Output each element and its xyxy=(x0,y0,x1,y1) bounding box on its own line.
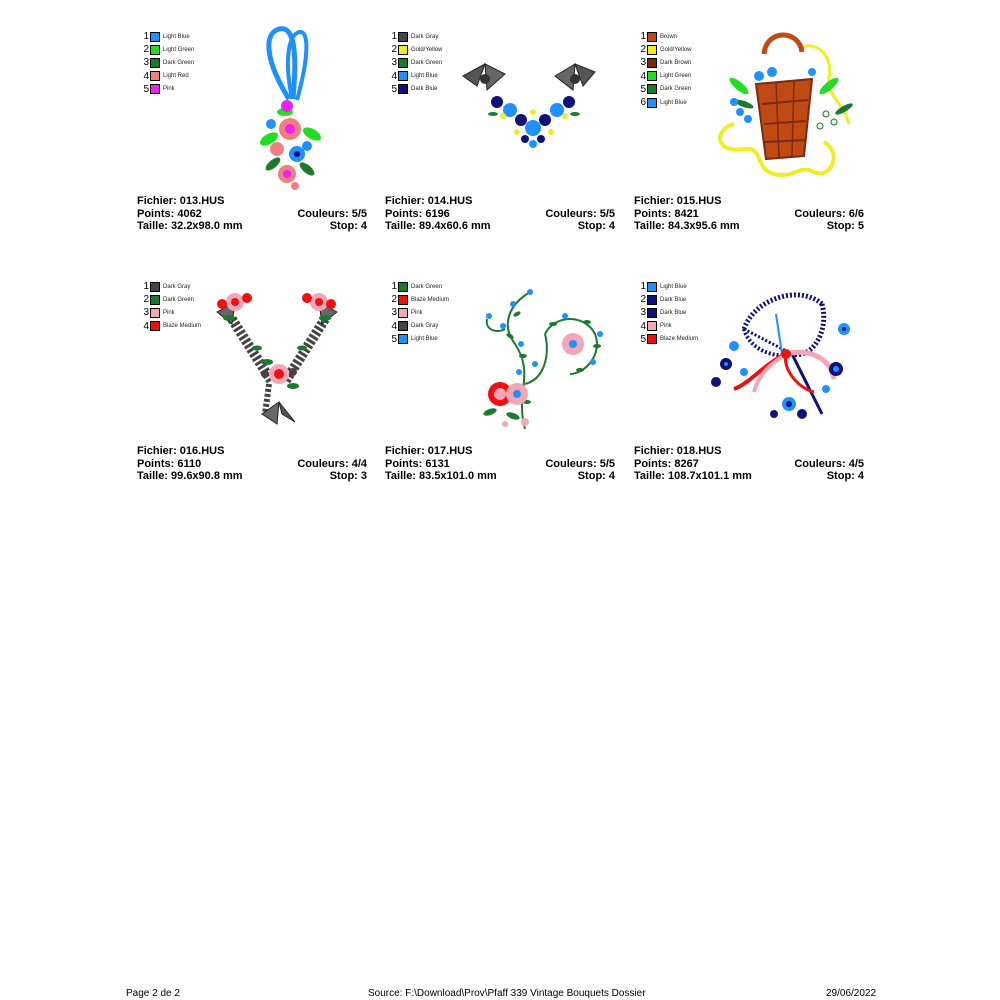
design-card-014 xyxy=(385,12,615,232)
swatch-name: Dark Gray xyxy=(163,283,191,290)
source-path: Source: F:\Download\Prov\Pfaff 339 Vintage Bouquets Dossier xyxy=(368,988,646,999)
design-size: Taille: 108.7x101.1 mm xyxy=(634,470,752,482)
swatch-name: Pink xyxy=(163,309,175,316)
design-info xyxy=(385,445,615,483)
color-swatch-list xyxy=(142,30,194,96)
design-info xyxy=(634,195,864,233)
swatch-number: 4 xyxy=(391,70,397,82)
color-swatch-list xyxy=(639,30,691,109)
stitch-points: Points: 6131 xyxy=(385,457,450,470)
swatch-name: Brown xyxy=(660,33,678,40)
swatch-number: 2 xyxy=(640,44,646,56)
swatch-name: Dark Green xyxy=(163,296,195,303)
embroidery-preview-014 xyxy=(455,24,615,192)
stitch-points: Points: 8267 xyxy=(634,457,699,470)
swatch-color xyxy=(647,58,657,68)
swatch-row xyxy=(639,320,698,333)
swatch-name: Blaze Medium xyxy=(660,336,699,343)
swatch-number: 1 xyxy=(640,31,646,43)
swatch-color xyxy=(647,45,657,55)
color-count: Couleurs: 5/5 xyxy=(297,207,367,220)
swatch-color xyxy=(398,84,408,94)
swatch-row xyxy=(390,280,449,293)
swatch-name: Dark Blue xyxy=(411,86,438,93)
swatch-number: 5 xyxy=(143,83,149,95)
swatch-color xyxy=(150,295,160,305)
stitch-points: Points: 4062 xyxy=(137,207,202,220)
swatch-row xyxy=(390,56,442,69)
swatch-number: 2 xyxy=(143,294,149,306)
swatch-color xyxy=(398,321,408,331)
color-swatch-list xyxy=(390,280,449,346)
swatch-row xyxy=(639,56,691,69)
swatch-color xyxy=(647,71,657,81)
swatch-name: Blaze Medium xyxy=(163,323,202,330)
swatch-number: 2 xyxy=(143,44,149,56)
swatch-name: Light Green xyxy=(163,46,195,53)
swatch-row xyxy=(142,83,194,96)
swatch-number: 2 xyxy=(640,294,646,306)
file-name: Fichier: 013.HUS xyxy=(137,195,225,207)
swatch-name: Pink xyxy=(411,309,423,316)
swatch-name: Dark Green xyxy=(411,283,443,290)
swatch-name: Light Red xyxy=(163,73,189,80)
design-info xyxy=(634,445,864,483)
swatch-row xyxy=(390,306,449,319)
swatch-row xyxy=(639,70,691,83)
color-swatch-list xyxy=(142,280,201,333)
design-info xyxy=(137,445,367,483)
swatch-number: 1 xyxy=(143,31,149,43)
swatch-color xyxy=(647,321,657,331)
design-size: Taille: 83.5x101.0 mm xyxy=(385,470,497,482)
swatch-name: Light Blue xyxy=(411,73,438,80)
design-size: Taille: 84.3x95.6 mm xyxy=(634,220,740,232)
swatch-name: Dark Green xyxy=(660,86,692,93)
swatch-number: 5 xyxy=(640,333,646,345)
swatch-row xyxy=(390,320,449,333)
swatch-number: 1 xyxy=(143,281,149,293)
design-card-018 xyxy=(634,262,864,482)
swatch-name: Dark Blue xyxy=(660,309,687,316)
design-info xyxy=(137,195,367,233)
swatch-row xyxy=(390,83,442,96)
swatch-color xyxy=(647,98,657,108)
embroidery-preview-018 xyxy=(704,274,864,442)
swatch-color xyxy=(150,32,160,42)
swatch-row xyxy=(639,83,691,96)
file-name: Fichier: 014.HUS xyxy=(385,195,473,207)
color-swatch-list xyxy=(390,30,442,96)
swatch-color xyxy=(647,84,657,94)
color-count: Couleurs: 6/6 xyxy=(794,207,864,220)
swatch-number: 4 xyxy=(640,320,646,332)
swatch-color xyxy=(150,84,160,94)
stitch-points: Points: 8421 xyxy=(634,207,699,220)
stop-count: Stop: 5 xyxy=(826,220,864,232)
swatch-number: 1 xyxy=(391,31,397,43)
swatch-color xyxy=(150,58,160,68)
swatch-name: Pink xyxy=(163,86,175,93)
design-card-016 xyxy=(137,262,367,482)
swatch-row xyxy=(639,306,698,319)
embroidery-preview-015 xyxy=(704,24,864,192)
swatch-number: 3 xyxy=(143,57,149,69)
swatch-number: 3 xyxy=(143,307,149,319)
swatch-row xyxy=(639,43,691,56)
swatch-color xyxy=(398,71,408,81)
swatch-color xyxy=(647,308,657,318)
design-card-013 xyxy=(137,12,367,232)
stitch-points: Points: 6196 xyxy=(385,207,450,220)
swatch-row xyxy=(142,30,194,43)
swatch-number: 4 xyxy=(391,320,397,332)
file-name: Fichier: 018.HUS xyxy=(634,445,722,457)
swatch-name: Pink xyxy=(660,323,672,330)
color-count: Couleurs: 5/5 xyxy=(545,457,615,470)
swatch-color xyxy=(150,282,160,292)
swatch-color xyxy=(398,58,408,68)
swatch-number: 4 xyxy=(640,70,646,82)
swatch-name: Dark Green xyxy=(411,59,443,66)
stop-count: Stop: 3 xyxy=(329,470,367,482)
swatch-row xyxy=(390,43,442,56)
stop-count: Stop: 4 xyxy=(826,470,864,482)
swatch-number: 3 xyxy=(391,307,397,319)
swatch-name: Dark Gray xyxy=(411,33,439,40)
swatch-row xyxy=(390,333,449,346)
swatch-name: Light Blue xyxy=(660,283,687,290)
swatch-row xyxy=(142,280,201,293)
design-size: Taille: 32.2x98.0 mm xyxy=(137,220,243,232)
swatch-name: Gold/Yellow xyxy=(660,46,692,53)
swatch-number: 5 xyxy=(391,83,397,95)
swatch-number: 4 xyxy=(143,70,149,82)
swatch-color xyxy=(398,308,408,318)
swatch-color xyxy=(647,282,657,292)
swatch-name: Blaze Medium xyxy=(411,296,450,303)
swatch-color xyxy=(150,45,160,55)
design-card-015 xyxy=(634,12,864,232)
swatch-color xyxy=(647,32,657,42)
embroidery-preview-017 xyxy=(455,274,615,442)
page-number: Page 2 de 2 xyxy=(126,988,180,999)
swatch-row xyxy=(142,293,201,306)
design-size: Taille: 89.4x60.6 mm xyxy=(385,220,491,232)
stitch-points: Points: 6110 xyxy=(137,457,202,470)
swatch-name: Light Blue xyxy=(163,33,190,40)
swatch-row xyxy=(639,280,698,293)
swatch-name: Gold/Yellow xyxy=(411,46,443,53)
stop-count: Stop: 4 xyxy=(577,220,615,232)
swatch-name: Dark Green xyxy=(163,59,195,66)
swatch-number: 1 xyxy=(391,281,397,293)
embroidery-preview-013 xyxy=(207,24,367,192)
swatch-row xyxy=(142,70,194,83)
swatch-number: 3 xyxy=(640,57,646,69)
swatch-color xyxy=(647,295,657,305)
swatch-row xyxy=(142,56,194,69)
swatch-row xyxy=(142,306,201,319)
color-count: Couleurs: 4/5 xyxy=(794,457,864,470)
swatch-number: 1 xyxy=(640,281,646,293)
swatch-number: 4 xyxy=(143,320,149,332)
embroidery-preview-016 xyxy=(207,274,367,442)
swatch-name: Dark Blue xyxy=(660,296,687,303)
swatch-row xyxy=(639,333,698,346)
color-count: Couleurs: 5/5 xyxy=(545,207,615,220)
swatch-name: Light Blue xyxy=(411,336,438,343)
swatch-number: 3 xyxy=(640,307,646,319)
stop-count: Stop: 4 xyxy=(329,220,367,232)
swatch-number: 3 xyxy=(391,57,397,69)
swatch-color xyxy=(398,282,408,292)
stop-count: Stop: 4 xyxy=(577,470,615,482)
swatch-name: Light Blue xyxy=(660,99,687,106)
swatch-color xyxy=(150,321,160,331)
swatch-color xyxy=(398,32,408,42)
swatch-row xyxy=(639,293,698,306)
swatch-number: 6 xyxy=(640,97,646,109)
swatch-color xyxy=(398,334,408,344)
design-info xyxy=(385,195,615,233)
design-size: Taille: 99.6x90.8 mm xyxy=(137,470,243,482)
design-card-017 xyxy=(385,262,615,482)
swatch-row xyxy=(390,293,449,306)
swatch-name: Dark Brown xyxy=(660,59,692,66)
file-name: Fichier: 017.HUS xyxy=(385,445,473,457)
swatch-row xyxy=(390,30,442,43)
file-name: Fichier: 016.HUS xyxy=(137,445,225,457)
swatch-color xyxy=(150,71,160,81)
swatch-row xyxy=(639,96,691,109)
swatch-name: Dark Gray xyxy=(411,323,439,330)
swatch-row xyxy=(142,43,194,56)
swatch-number: 5 xyxy=(640,83,646,95)
swatch-number: 2 xyxy=(391,44,397,56)
swatch-row xyxy=(390,70,442,83)
swatch-color xyxy=(398,45,408,55)
swatch-number: 5 xyxy=(391,333,397,345)
swatch-color xyxy=(398,295,408,305)
swatch-color xyxy=(647,334,657,344)
color-count: Couleurs: 4/4 xyxy=(297,457,367,470)
swatch-color xyxy=(150,308,160,318)
print-date: 29/06/2022 xyxy=(826,988,877,999)
color-swatch-list xyxy=(639,280,698,346)
swatch-number: 2 xyxy=(391,294,397,306)
swatch-row xyxy=(142,320,201,333)
swatch-row xyxy=(639,30,691,43)
file-name: Fichier: 015.HUS xyxy=(634,195,722,207)
swatch-name: Light Green xyxy=(660,73,692,80)
